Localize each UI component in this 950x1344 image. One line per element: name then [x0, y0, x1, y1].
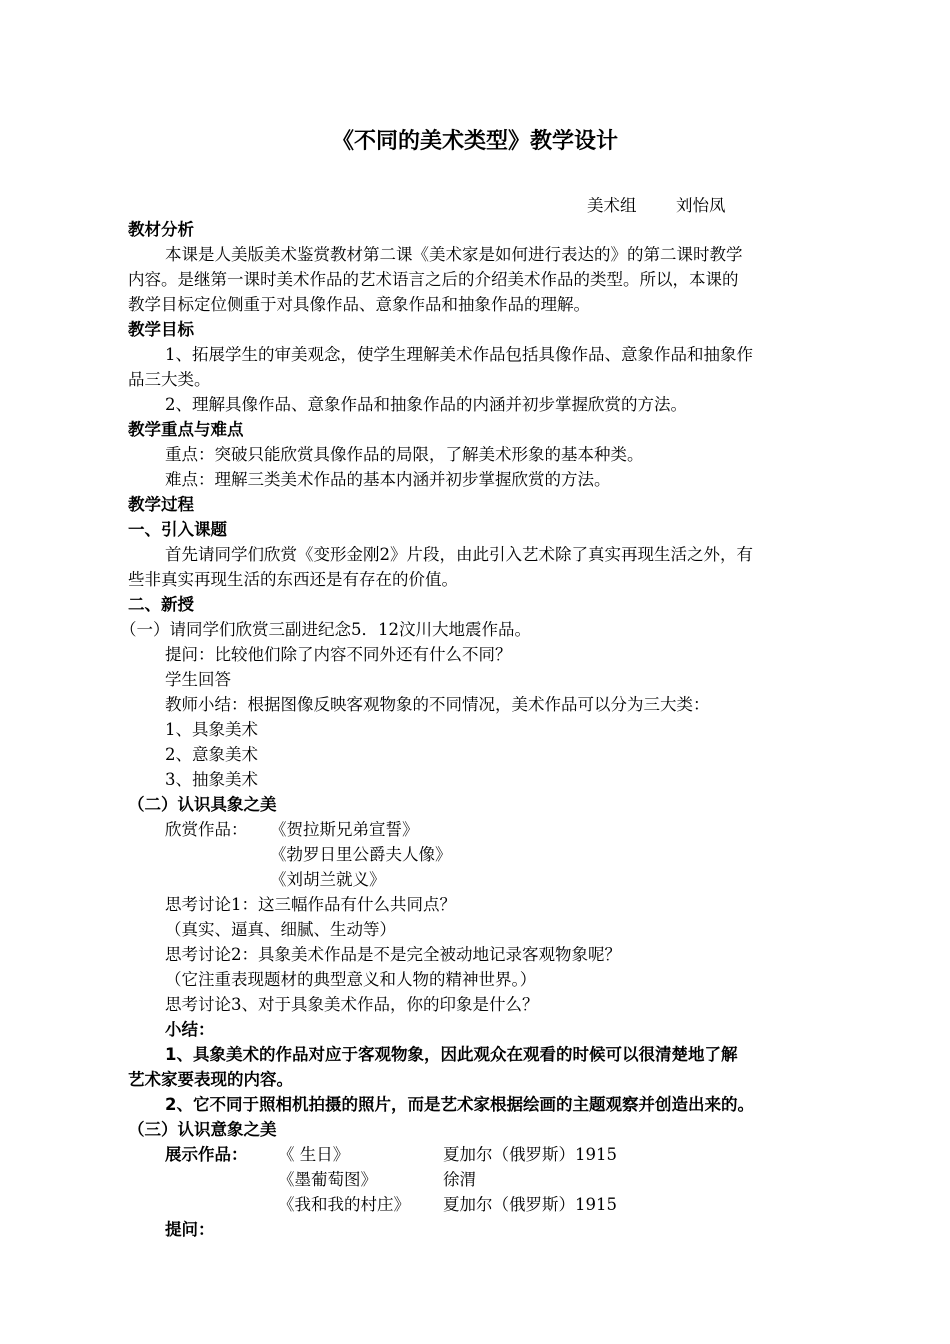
author-name: 刘怡凤 [676, 196, 726, 215]
part3-work-title: 《 生日》 [278, 1145, 350, 1164]
analysis-line: 教学目标定位侧重于对具像作品、意象作品和抽象作品的理解。 [128, 295, 590, 314]
objectives-line: 2、理解具像作品、意象作品和抽象作品的内涵并初步掌握欣赏的方法。 [165, 395, 687, 414]
part2-work: 《刘胡兰就义》 [270, 870, 386, 889]
part2-work: 《勃罗日里公爵夫人像》 [270, 845, 452, 864]
part1-line: 提问：比较他们除了内容不同外还有什么不同？ [165, 645, 512, 664]
part2-summary-label: 小结： [165, 1020, 215, 1039]
part1-line: 1、具象美术 [165, 720, 258, 739]
part1-line: 2、意象美术 [165, 745, 258, 764]
part2-summary-line: 1、具象美术的作品对应于客观物象，因此观众在观看的时候可以很清楚地了解 [165, 1045, 738, 1064]
part2-summary-line: 2、它不同于照相机拍摄的照片，而是艺术家根据绘画的主题观察并创造出来的。 [165, 1095, 754, 1114]
part3-work-title: 《墨葡萄图》 [278, 1170, 377, 1189]
analysis-line: 本课是人美版美术鉴赏教材第二课《美术家是如何进行表达的》的第二课时教学 [165, 245, 743, 264]
part3-work-artist: 夏加尔（俄罗斯）1915 [443, 1145, 617, 1164]
part3-work-artist: 徐渭 [443, 1170, 476, 1189]
part1-line: 教师小结：根据图像反映客观物象的不同情况，美术作品可以分为三大类： [165, 695, 710, 714]
process-heading: 教学过程 [128, 495, 194, 514]
analysis-heading: 教材分析 [128, 220, 194, 239]
part1-heading: （一）请同学们欣赏三副进纪念5．12汶川大地震作品。 [120, 620, 531, 639]
part2-line: 思考讨论3、对于具象美术作品，你的印象是什么？ [165, 995, 539, 1014]
part2-line: 思考讨论2：具象美术作品是不是完全被动地记录客观物象呢？ [165, 945, 621, 964]
objectives-line: 1、拓展学生的审美观念，使学生理解美术作品包括具像作品、意象作品和抽象作 [165, 345, 753, 364]
objectives-heading: 教学目标 [128, 320, 194, 339]
part1-line: 学生回答 [165, 670, 231, 689]
part2-work: 《贺拉斯兄弟宣誓》 [270, 820, 419, 839]
part3-works-label: 展示作品： [165, 1145, 248, 1164]
intro-line: 些非真实再现生活的东西还是有存在的价值。 [128, 570, 458, 589]
part2-line: （真实、逼真、细腻、生动等） [165, 920, 396, 939]
keypoints-line: 重点：突破只能欣赏具像作品的局限，了解美术形象的基本种类。 [165, 445, 644, 464]
part2-works-label: 欣赏作品： [165, 820, 248, 839]
part3-heading: （三）认识意象之美 [128, 1120, 277, 1139]
part2-heading: （二）认识具象之美 [128, 795, 277, 814]
part2-summary-line: 艺术家要表现的内容。 [128, 1070, 293, 1089]
new-heading: 二、新授 [128, 595, 194, 614]
intro-heading: 一、引入课题 [128, 520, 227, 539]
keypoints-heading: 教学重点与难点 [128, 420, 244, 439]
author-group: 美术组 [587, 196, 637, 215]
analysis-line: 内容。是继第一课时美术作品的艺术语言之后的介绍美术作品的类型。所以，本课的 [128, 270, 739, 289]
part3-work-artist: 夏加尔（俄罗斯）1915 [443, 1195, 617, 1214]
part3-work-title: 《我和我的村庄》 [278, 1195, 410, 1214]
part2-line: （它注重表现题材的典型意义和人物的精神世界。） [165, 970, 537, 989]
part1-line: 3、抽象美术 [165, 770, 258, 789]
objectives-line: 品三大类。 [128, 370, 211, 389]
document-title: 《不同的美术类型》教学设计 [331, 129, 618, 154]
intro-line: 首先请同学们欣赏《变形金刚2》片段，由此引入艺术除了真实再现生活之外，有 [165, 545, 753, 564]
part2-line: 思考讨论1：这三幅作品有什么共同点？ [165, 895, 456, 914]
part3-question-label: 提问： [165, 1220, 215, 1239]
keypoints-line: 难点：理解三类美术作品的基本内涵并初步掌握欣赏的方法。 [165, 470, 611, 489]
